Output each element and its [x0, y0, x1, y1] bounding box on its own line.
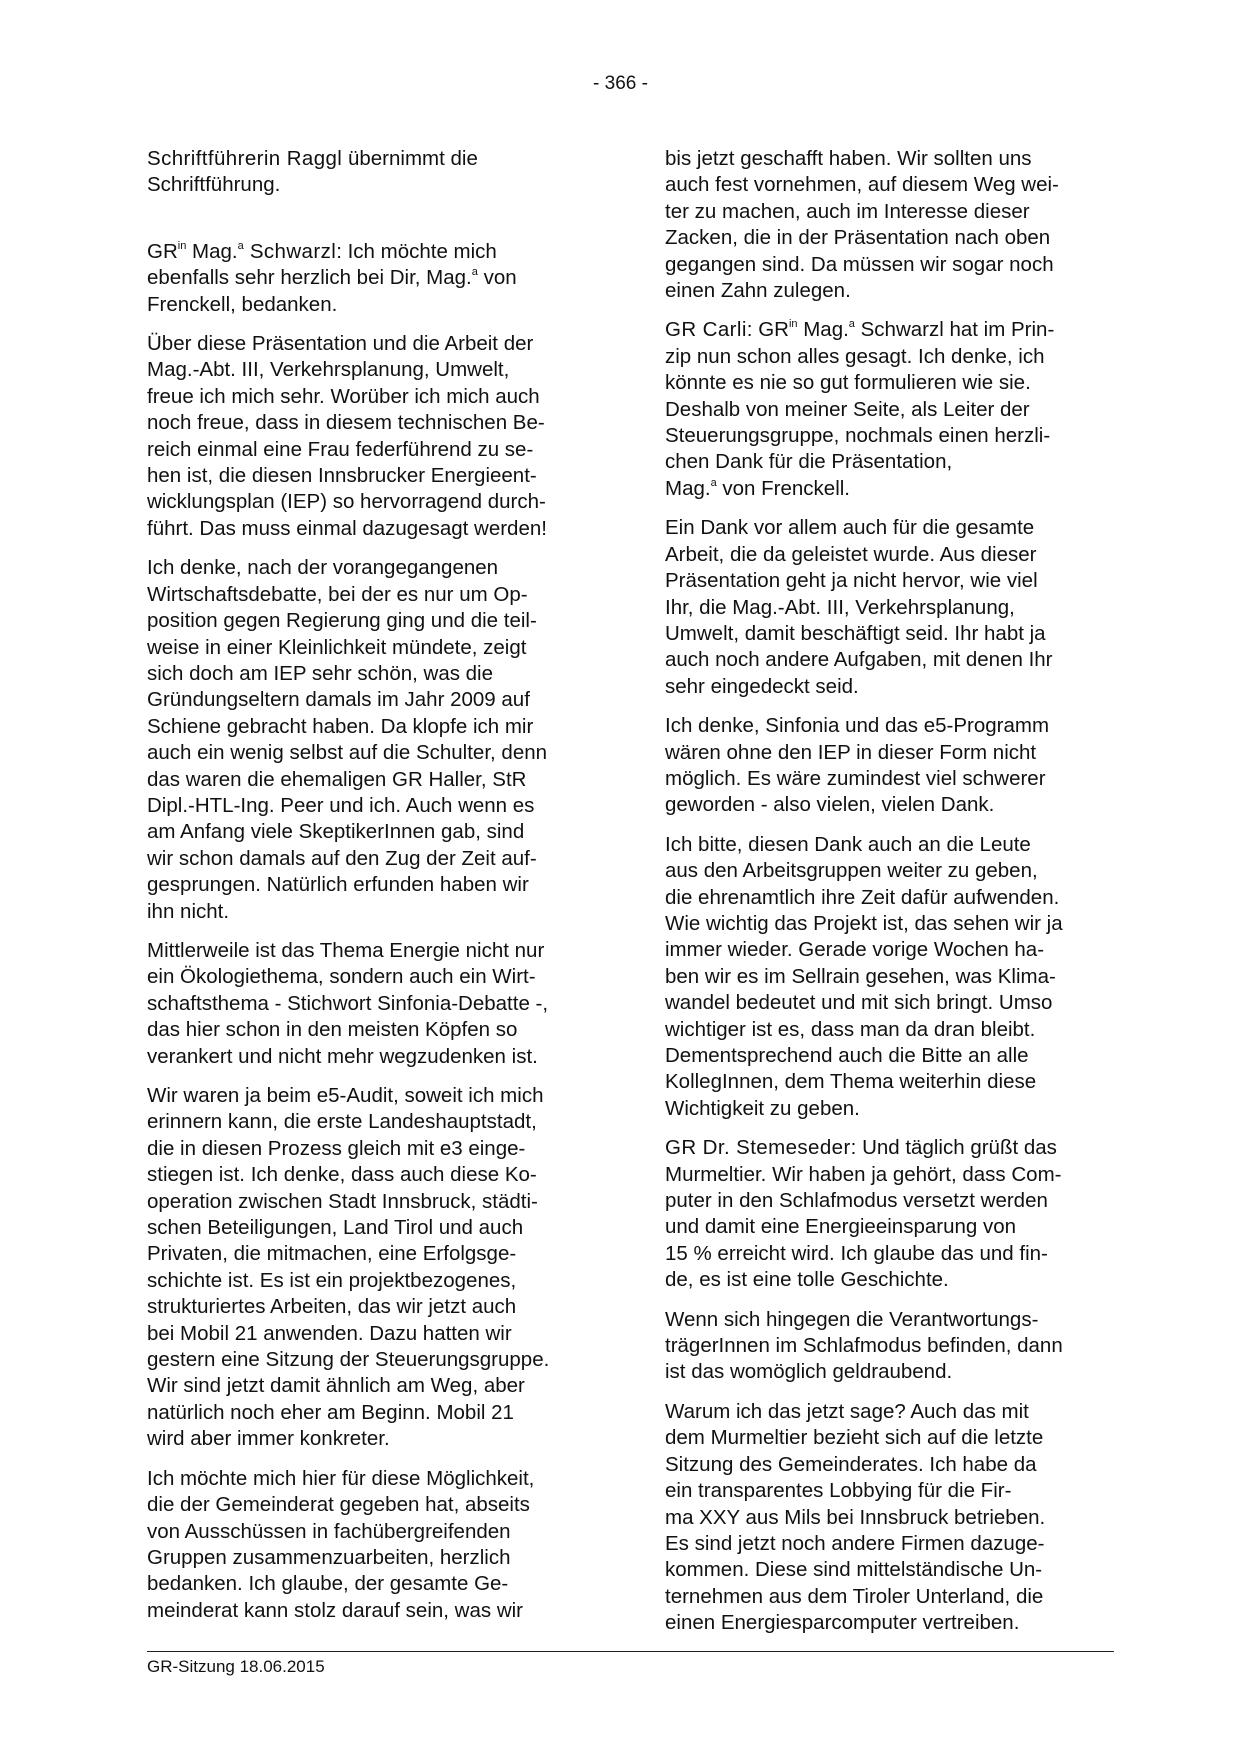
paragraph: bis jetzt geschafft haben. Wir sollten uns auch fest vornehmen, auf diesem Weg wei- ter zu machen, auch im Interesse dieser Zacken, die in der Präsentation nach oben gegangen sind. Da müssen wir sogar noch einen Zahn zulegen. — [665, 147, 1059, 303]
paragraph-text: von Frenckell. — [716, 476, 851, 500]
superscript: in — [177, 239, 187, 252]
paragraph: Mittlerweile ist das Thema Energie nicht nur ein Ökologiethema, sondern auch ein Wirt- schaftsthema - Stichwort Sinfonia-Debatte -, das hier schon in den meisten Köpfen so verankert und nicht mehr wegzudenken ist. — [147, 938, 549, 1068]
paragraph-text: von Frenckell, bedanken. — [147, 266, 517, 316]
paragraph — [147, 146, 595, 199]
superscript: a — [471, 266, 478, 279]
speaker-name: Schwarzl — [243, 239, 337, 263]
paragraph-text: Schwarzl hat im Prin- zip nun schon alles gesagt. Ich denke, ich könnte es nie so gut formulieren wie sie. Deshalb von meiner Seite, als Leiter der Steuerungsgruppe, nochmals einen herzli- chen Dank für die Präsentation, Mag. — [665, 318, 1055, 500]
paragraph-text: : Ich möchte mich ebenfalls sehr herzlich bei Dir, Mag. — [147, 239, 497, 290]
paragraph-text: : Und täglich grüßt das Murmeltier. Wir haben ja gehört, dass Com- puter in den Schlafmodus versetzt werden und damit eine Energieeinsparung von 15 % erreicht wird. Ich glaube das und fin- de, es ist eine tolle Geschichte. — [665, 1136, 1062, 1292]
speaker-name: GR Carli — [665, 318, 747, 342]
paragraph: Über diese Präsentation und die Arbeit der Mag.-Abt. III, Verkehrsplanung, Umwelt, freue ich mich sehr. Worüber ich mich auch noch freue, dass in diesem technischen Be- reich einmal eine Frau federführend zu se- hen ist, die diesen Innsbrucker Energieent- wicklungsplan (IEP) so hervorragend durch- führt. Das muss einmal dazugesagt werden! — [147, 332, 547, 540]
right-column — [665, 146, 1113, 1650]
footer-divider — [147, 1651, 1114, 1652]
speaker-title: Mag. — [186, 239, 238, 263]
superscript: a — [237, 239, 244, 252]
left-column — [147, 146, 595, 1637]
paragraph: Ich denke, Sinfonia und das e5-Programm wären ohne den IEP in dieser Form nicht möglich. Es wäre zumindest viel schwerer geworden - also vielen, vielen Dank. — [665, 714, 1050, 817]
paragraph: Wenn sich hingegen die Verantwortungs- trägerInnen im Schlafmodus befinden, dann ist das womöglich geldraubend. — [665, 1307, 1063, 1384]
paragraph: Ein Dank vor allem auch für die gesamte Arbeit, die da geleistet wurde. Aus dieser Präsentation geht ja nicht hervor, wie viel Ihr, die Mag.-Abt. III, Verkehrsplanung, Umwelt, damit beschäftigt seid. Ihr habt ja auch noch andere Aufgaben, mit denen Ihr sehr eingedeckt seid. — [665, 516, 1053, 698]
paragraph-text: Mag. — [797, 318, 849, 342]
paragraph — [665, 317, 1113, 502]
paragraph: Ich denke, nach der vorangegangenen Wirtschaftsdebatte, bei der es nur um Op- position gegen Regierung ging und die teil- weise in einer Kleinlichkeit mündete, zeigt sich doch am IEP sehr schön, was die Gründungseltern damals im Jahr 2009 auf Schiene gebracht haben. Da klopfe ich mir auch ein wenig selbst auf die Schulter, denn das waren die ehemaligen GR Haller, StR Dipl.-HTL-Ing. Peer und ich. Auch wenn es am Anfang viele SkeptikerInnen gab, sind wir schon damals auf den Zug der Zeit auf- gesprungen. Natürlich erfunden haben wir ihn nicht. — [147, 556, 548, 923]
superscript: a — [848, 318, 855, 331]
paragraph-text: übernimmt die Schriftführung. — [147, 147, 478, 197]
paragraph: Ich möchte mich hier für diese Möglichkeit, die der Gemeinderat gegeben hat, abseits von Ausschüssen in fachübergreifenden Gruppen zusammenzuarbeiten, herzlich bedanken. Ich glaube, der gesamte Ge- meinderat kann stolz darauf sein, was wir — [147, 1466, 535, 1622]
paragraph: Ich bitte, diesen Dank auch an die Leute aus den Arbeitsgruppen weiter zu geben, die ehrenamtlich ihre Zeit dafür aufwenden. Wie wichtig das Projekt ist, das sehen wir ja immer wieder. Gerade vorige Wochen ha- ben wir es im Sellrain gesehen, was Klima- wandel bedeutet und mit sich bringt. Umso wichtiger ist es, dass man da dran bleibt. Dementsprechend auch die Bitte an alle KollegInnen, dem Thema weiterhin diese Wichtigkeit zu geben. — [665, 832, 1063, 1120]
paragraph-text: : GR — [746, 318, 789, 342]
page-number: - 366 - — [593, 73, 648, 94]
superscript: in — [788, 318, 798, 331]
paragraph — [147, 239, 595, 318]
paragraph: Warum ich das jetzt sage? Auch das mit dem Murmeltier bezieht sich auf die letzte Sitzung des Gemeinderates. Ich habe da ein transparentes Lobbying für die Fir- ma XXY aus Mils bei Innsbruck betrieben. Es sind jetzt noch andere Firmen dazuge- kommen. Diese sind mittelständische Un- ternehmen aus dem Tiroler Unterland, die einen Energiesparcomputer vertreiben. — [665, 1399, 1046, 1635]
speaker-name: GR Dr. Stemeseder — [665, 1136, 851, 1160]
paragraph: Wir waren ja beim e5-Audit, soweit ich mich erinnern kann, die erste Landeshauptstadt, die in diesen Prozess gleich mit e3 einge- stiegen ist. Ich denke, dass auch diese Ko- operation zwischen Stadt Innsbruck, städti- schen Beteiligungen, Land Tirol und auch Privaten, die mitmachen, eine Erfolgsge- schichte ist. Es ist ein projektbezogenes, strukturiertes Arbeiten, das wir jetzt auch bei Mobil 21 anwenden. Dazu hatten wir gestern eine Sitzung der Steuerungsgruppe. Wir sind jetzt damit ähnlich am Weg, aber natürlich noch eher am Beginn. Mobil 21 wird aber immer konkreter. — [147, 1084, 550, 1451]
speaker-name: Schriftführerin Raggl — [147, 147, 343, 170]
speaker-prefix: GR — [147, 239, 178, 263]
superscript: a — [710, 476, 717, 489]
footer-text: GR-Sitzung 18.06.2015 — [147, 1657, 325, 1676]
paragraph — [665, 1135, 1113, 1293]
